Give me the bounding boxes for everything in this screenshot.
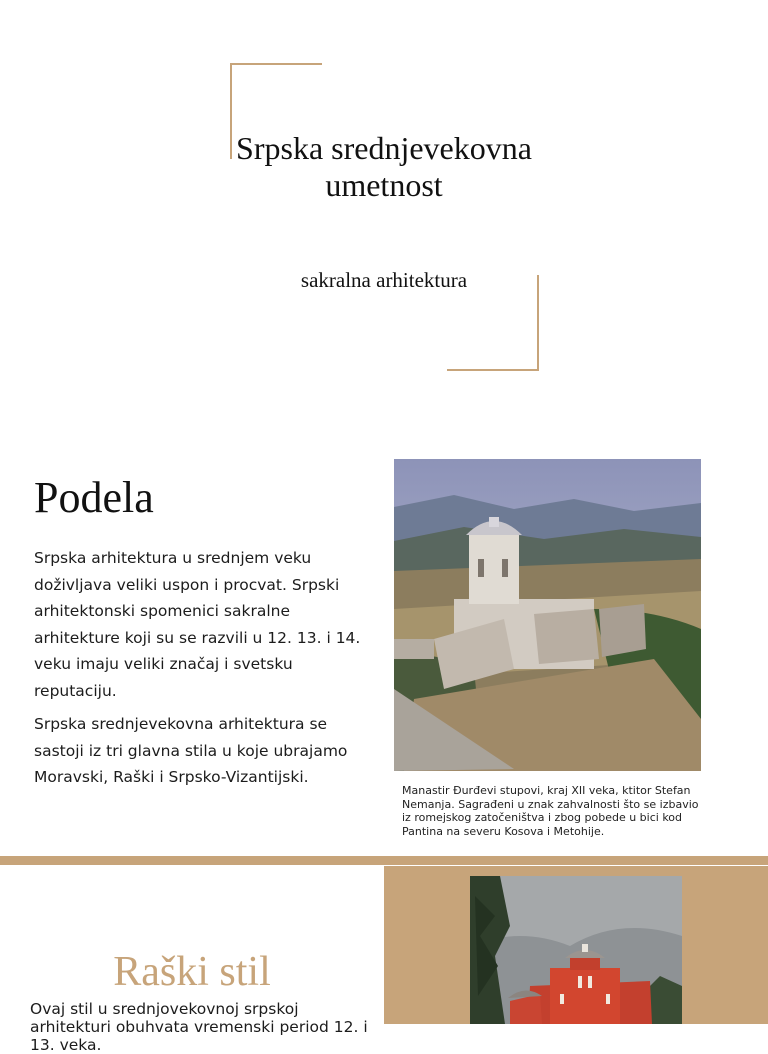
podela-paragraph-1: Srpska arhitektura u srednjem veku doživljava veliki uspon i procvat. Srpski arhitektonski spomenici sakralne arhitekture koji su se razvili u 12. 13. i 14. veku imaju veliki značaj i svetsku reputaciju. [34,549,361,700]
monastery-photo-djurdjevi-stupovi [394,459,701,771]
church-photo-raski [470,876,682,1024]
church-illustration [470,876,682,1024]
raski-paragraph: Ovaj stil u srednjovekovnoj srpskoj arhitekturi obuhvata vremenski period 12. i 13. veka. [30,1000,368,1054]
monastery-illustration [394,459,701,771]
presentation-subtitle: sakralna arhitektura [300,268,468,292]
slide-separator [0,856,768,865]
podela-paragraph-2: Srpska srednjevekovna arhitektura se sastoji iz tri glavna stila u koje ubrajamo Moravski, Raški i Srpsko-Vizantijski. [34,715,348,786]
presentation-title: Srpska srednjevekovna umetnost [236,130,532,203]
section-heading-podela: Podela [34,473,154,522]
photo-caption: Manastir Đurđevi stupovi, kraj XII veka, ktitor Stefan Nemanja. Sagrađeni u znak zahvalnosti što se izbavio iz romejskog zatočeništva i zbog pobede u bici kod Pantina na severu Kosova i Metohije. [402,784,699,838]
section-heading-raski-stil: Raški stil [113,949,271,995]
